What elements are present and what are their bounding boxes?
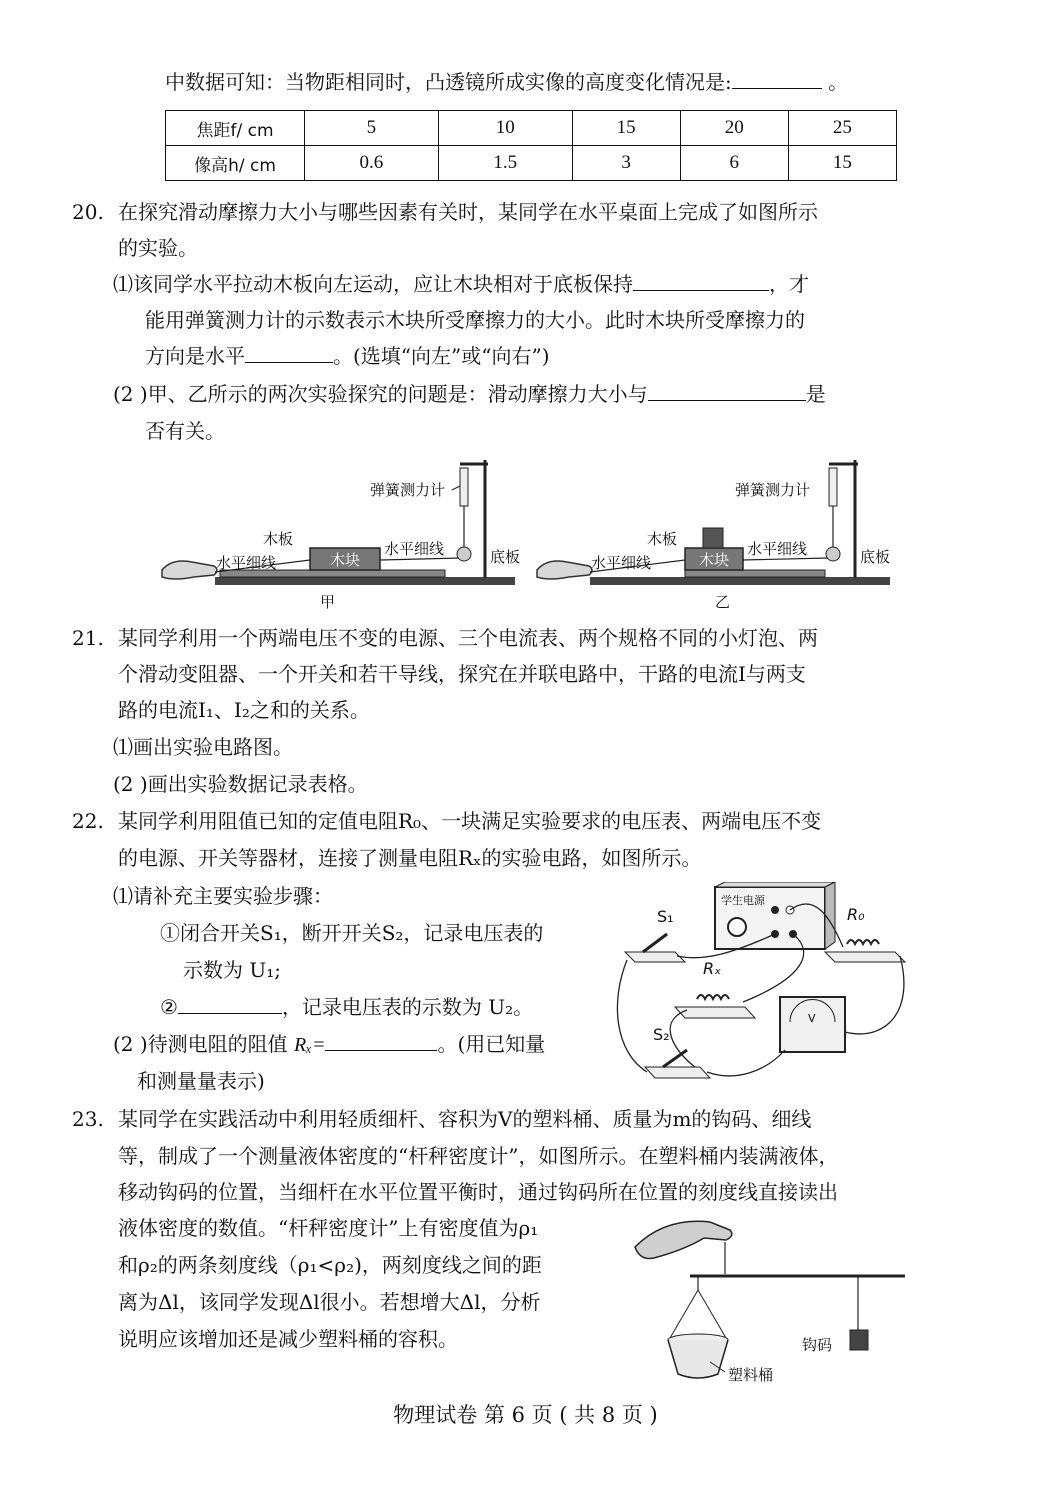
resistor-rx-coil [697, 995, 729, 999]
hand-icon [537, 561, 592, 579]
q22-step2: ② ，记录电压表的示数为 U₂。 [160, 995, 534, 1019]
hook-weight-icon [850, 1330, 868, 1350]
steelyard-figure [630, 1212, 910, 1387]
label-base: 底板 [860, 548, 891, 566]
focal-length-table [165, 110, 897, 181]
switch-s2-base [645, 1067, 710, 1078]
wire [617, 960, 647, 1072]
q21-line: 路的电流I₁、I₂之和的关系。 [118, 698, 370, 722]
table-cell: 6 [680, 146, 788, 181]
hand-icon [635, 1221, 732, 1258]
label-thread-left: 水平细线 [216, 554, 277, 572]
table-cell: 10 [438, 111, 572, 146]
knob-icon [728, 918, 746, 936]
q22-part1: ⑴请补充主要实验步骤： [113, 884, 333, 908]
q23-line: 说明应该增加还是减少塑料桶的容积。 [118, 1327, 458, 1351]
weight-icon [703, 528, 723, 548]
block-label: 木块 [329, 551, 361, 569]
block-label: 木块 [698, 551, 730, 569]
pulley-icon [826, 547, 840, 561]
label-s1: S₁ [657, 907, 674, 926]
table-cell: 15 [788, 146, 896, 181]
label-base: 底板 [490, 548, 521, 566]
q23-line: 等，制成了一个测量液体密度的“杆秤密度计”，如图所示。在塑料桶内装满液体， [118, 1144, 839, 1168]
label-spring-scale: 弹簧测力计 [370, 481, 446, 499]
switch-s1-lever [643, 934, 667, 952]
label-power-supply: 学生电源 [721, 894, 765, 907]
table-row [166, 146, 897, 181]
row-header-focal: 焦距f/ cm [166, 111, 305, 146]
q20-part1-line: 能用弹簧测力计的示数表示木块所受摩擦力的大小。此时木块所受摩擦力的 [145, 308, 805, 332]
q22-line: 的电源、开关等器材，连接了测量电阻Rₓ的实验电路，如图所示。 [118, 846, 702, 870]
label-board: 木板 [647, 530, 678, 548]
q22-blank-rx[interactable] [325, 1032, 437, 1051]
label-thread-left: 水平细线 [591, 554, 652, 572]
setup-jia [162, 460, 520, 611]
q22-step1-line: 示数为 U₁; [183, 958, 281, 982]
label-thread-right: 水平细线 [747, 540, 808, 558]
q21-line: 个滑动变阻器、一个开关和若干导线，探究在并联电路中，干路的电流I与两支 [118, 662, 806, 686]
resistor-rx-base [675, 1007, 755, 1018]
table-row [166, 111, 897, 146]
table-cell: 1.5 [438, 146, 572, 181]
q19-answer-blank[interactable] [732, 70, 822, 89]
bucket-string [698, 1290, 726, 1338]
q21-line: 某同学利用一个两端电压不变的电源、三个电流表、两个规格不同的小灯泡、两 [118, 626, 818, 650]
thread-right [380, 558, 460, 560]
q21-part1: ⑴画出实验电路图。 [113, 735, 293, 759]
caption-yi: 乙 [715, 593, 731, 611]
thread-right [743, 558, 828, 560]
leader-line [452, 486, 460, 490]
base-plate [215, 577, 515, 585]
label-voltmeter: V [808, 1012, 816, 1025]
q20-blank-2[interactable] [245, 344, 333, 363]
resistor-r0-base [825, 952, 905, 962]
q22-number: 22. [72, 809, 104, 833]
q20-line: 的实验。 [118, 236, 198, 260]
wire [845, 956, 904, 1034]
caption-jia: 甲 [320, 593, 336, 611]
label-board: 木板 [263, 530, 294, 548]
pulley-icon [457, 547, 471, 561]
row-header-height: 像高h/ cm [166, 146, 305, 181]
setup-yi [537, 460, 890, 611]
q20-blank-1[interactable] [633, 272, 769, 291]
label-r0: R₀ [847, 905, 865, 924]
q23-line: 移动钩码的位置，当细杆在水平位置平衡时，通过钩码所在位置的刻度线直接读出 [118, 1180, 838, 1204]
label-s2: S₂ [653, 1025, 670, 1044]
q22-line: 某同学利用阻值已知的定值电阻R₀、一块满足实验要求的电压表、两端电压不变 [118, 809, 822, 833]
table-cell: 5 [305, 111, 439, 146]
label-bucket: 塑料桶 [728, 1366, 774, 1384]
q20-part2-line: 否有关。 [145, 419, 225, 443]
switch-s1-base [625, 952, 685, 962]
q22-part2: (2 )待测电阻的阻值 Rₓ= 。(用已知量 [113, 1032, 546, 1056]
table-cell: 25 [788, 111, 896, 146]
base-plate [590, 577, 890, 585]
bucket-string [670, 1290, 698, 1338]
q19-tail: 中数据可知：当物距相同时，凸透镜所成实像的高度变化情况是: 。 [165, 70, 849, 94]
wire [707, 1050, 785, 1076]
friction-experiment-figure [160, 450, 905, 615]
power-supply-top [715, 882, 835, 887]
q23-line: 液体密度的数值。“杆秤密度计”上有密度值为ρ₁ [118, 1216, 539, 1240]
table-cell: 20 [680, 111, 788, 146]
spring-scale-icon [460, 468, 468, 506]
q20-part1-line: 方向是水平 。(选填“向左”或“向右”) [145, 344, 550, 368]
spring-scale-icon [829, 468, 837, 506]
q22-blank-step2[interactable] [178, 995, 282, 1014]
q20-blank-3[interactable] [648, 382, 806, 401]
q23-number: 23. [72, 1107, 104, 1131]
power-supply-side [825, 882, 835, 949]
table-cell: 15 [572, 111, 680, 146]
q23-line: 离为Δl，该同学发现Δl很小。若想增大Δl，分析 [118, 1290, 541, 1314]
label-spring-scale: 弹簧测力计 [735, 481, 811, 499]
page-footer: 物理试卷 第 6 页 ( 共 8 页 ) [393, 1403, 658, 1427]
q23-line: 某同学在实践活动中利用轻质细杆、容积为V的塑料桶、质量为m的钩码、细线 [118, 1107, 812, 1131]
q23-line: 和ρ₂的两条刻度线（ρ₁<ρ₂)，两刻度线之间的距 [118, 1253, 542, 1277]
table-cell: 3 [572, 146, 680, 181]
label-thread-right: 水平细线 [384, 540, 445, 558]
q20-part1: ⑴该同学水平拉动木板向左运动，应让木块相对于底板保持 ，才 [113, 272, 809, 296]
label-rx: Rₓ [703, 959, 722, 978]
label-weight: 钩码 [802, 1336, 833, 1354]
plastic-bucket [668, 1340, 728, 1378]
q21-number: 21. [72, 626, 104, 650]
q20-part2: (2 )甲、乙所示的两次实验探究的问题是：滑动摩擦力大小与 是 [113, 382, 826, 406]
q20-number: 20. [72, 200, 104, 224]
switch-s2-lever [663, 1050, 687, 1067]
q22-part2-line: 和测量量表示) [137, 1069, 265, 1093]
circuit-figure [615, 882, 910, 1087]
q22-step1: ①闭合开关S₁，断开开关S₂，记录电压表的 [160, 921, 544, 945]
terminal-icon [771, 906, 779, 914]
hand-icon [162, 561, 217, 579]
q20-line: 在探究滑动摩擦力大小与哪些因素有关时，某同学在水平桌面上完成了如图所示 [118, 200, 818, 224]
q21-part2: (2 )画出实验数据记录表格。 [113, 772, 368, 796]
wood-board [685, 570, 825, 577]
resistor-r0-coil [847, 940, 879, 944]
table-cell: 0.6 [305, 146, 439, 181]
